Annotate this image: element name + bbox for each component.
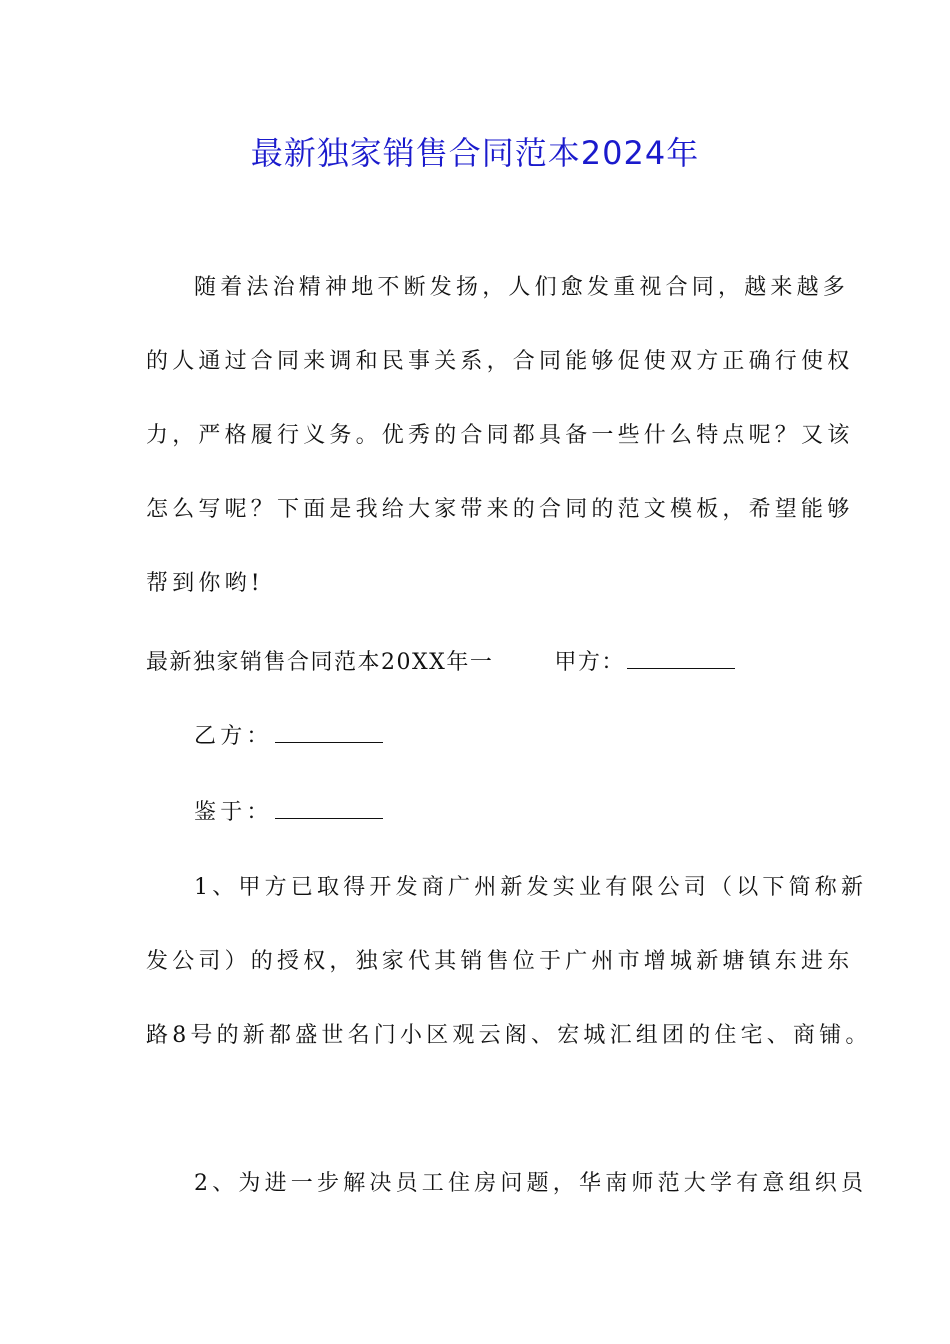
party-b-blank [275,724,383,743]
intro-line-4: 怎么写呢？下面是我给大家带来的合同的范文模板，希望能够 [146,497,854,522]
whereas-blank [275,800,383,819]
clause1-line-2: 发公司）的授权，独家代其销售位于广州市增城新塘镇东进东 [146,949,854,974]
contract-heading-line [146,645,735,676]
party-b-line [194,719,383,750]
clause1-line-1: 1、甲方已取得开发商广州新发实业有限公司（以下简称新 [194,875,868,900]
document-title: 最新独家销售合同范本2024年 [250,134,700,172]
party-a-blank [627,650,735,669]
party-a-label: 甲方： [554,650,625,675]
intro-line-5: 帮到你哟! [146,571,264,596]
contract-heading: 最新独家销售合同范本20XX年一 [146,650,494,675]
whereas-label: 鉴于： [194,800,273,825]
whereas-line [194,795,383,826]
clause1-line-3: 路8号的新都盛世名门小区观云阁、宏城汇组团的住宅、商铺。 [146,1023,872,1048]
clause2-line-1: 2、为进一步解决员工住房问题，华南师范大学有意组织员 [194,1171,868,1196]
party-b-label: 乙方： [194,724,273,749]
intro-line-3: 力，严格履行义务。优秀的合同都具备一些什么特点呢？又该 [146,423,854,448]
intro-line-1: 随着法治精神地不断发扬，人们愈发重视合同，越来越多 [194,275,850,300]
intro-line-2: 的人通过合同来调和民事关系，合同能够促使双方正确行使权 [146,349,854,374]
